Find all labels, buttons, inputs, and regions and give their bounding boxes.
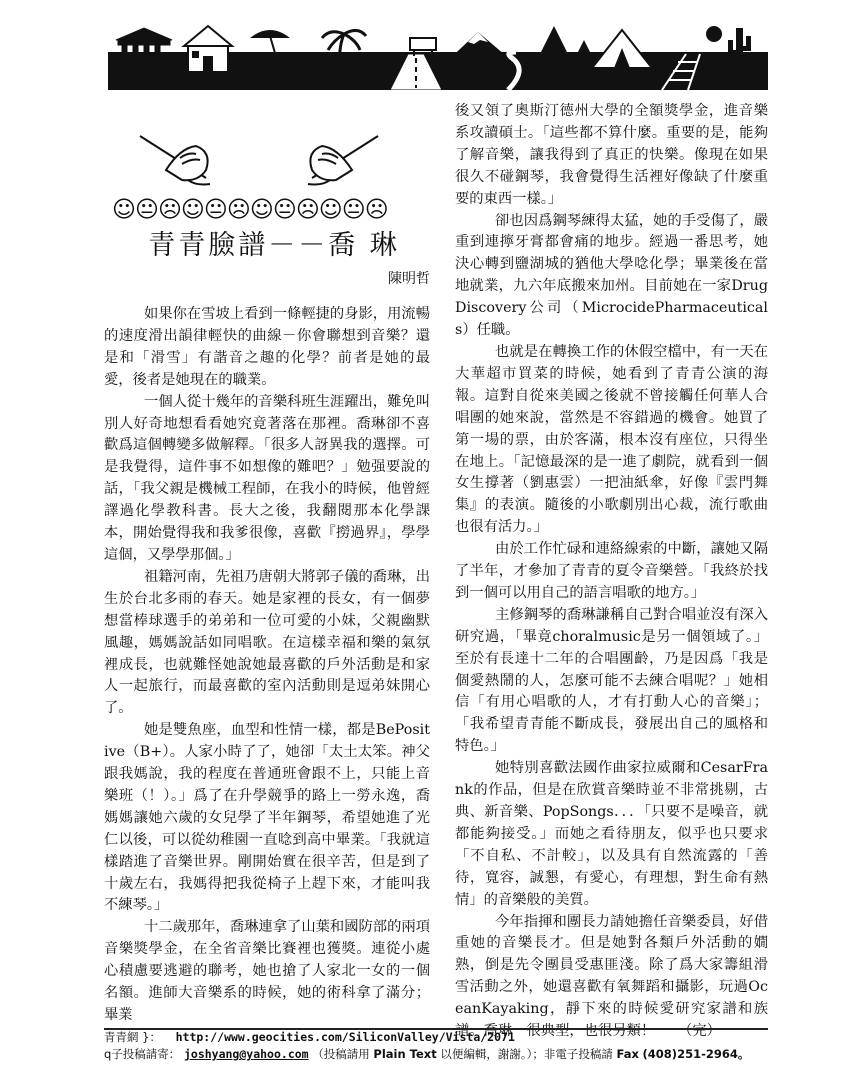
footer — [104, 1029, 804, 1063]
paragraph: 也就是在轉換工作的休假空檔中，有一天在大華超市買菜的時候，她看到了青青公演的海報。這對自從來美國之後就不曾接觸任何華人合唱團的她來說，當然是不容錯過的機會。她買了第一場的票，由於客滿，根本沒有座位，只得坐在地上。「記憶最深的是一進了劇院，就看到一個女生撐著（劉惠雲）一把油紙傘，好像『雲門舞集』的表演。隨後的小歌劇別出心裁，流行歌曲也很有活力。」 — [455, 343, 768, 536]
pen-hand-icon — [140, 136, 210, 185]
mountain-icon — [442, 32, 518, 66]
fax-label: Fax — [616, 1047, 639, 1061]
paragraph: 她是雙魚座，血型和性情一樣，都是BePositive（B+）。人家小時了了，她卻「太土太笨。神父跟我媽說，我的程度在普通班會跟不上，只能上音樂班（！）。」爲了在升學競爭的路上一勞永逸，喬媽媽讓她六歲的女兒學了半年鋼琴，希望她進了光仁以後，可以從幼稚園一直唸到高中畢業。「我就這樣踏進了音樂世界。剛開始實在很辛苦，但是到了十歲左右，我媽得把我從椅子上趕下來，才能叫我不練琴。」 — [104, 722, 430, 914]
end-mark: （完） — [678, 1023, 721, 1040]
paragraph: 她特別喜歡法國作曲家拉威爾和CesarFrank的作品，但是在欣賞音樂時並不非常挑剔，古典、新音樂、PopSongs．．．「只要不是噪音，就都能夠接受。」而她之看待朋友，似乎也只要求「不自私、不計較」，以及具有自然流露的「善待，寬容，誠懇，有愛心，有理想，對生命有熱情」的音樂般的美質。 — [455, 760, 768, 908]
paragraph-text: 今年指揮和團長力請她擔任音樂委員，好借重她的音樂長才。但是她對各類戶外活動的嫺熟，倒是先令團員受惠匪淺。除了爲大家籌組滑雪活動之外，她還喜歡有氧舞蹈和攝影，玩過OceanKayaking，靜下來的時候愛研究家譜和族譜。喬琳－很典型，也很另類！ — [455, 913, 768, 1040]
submission-label: q子投稿請寄： — [104, 1047, 181, 1061]
article-column-left — [104, 304, 430, 1027]
plain-text-label: Plain Text — [373, 1047, 437, 1061]
email-link[interactable]: joshyang@yahoo.com — [183, 1047, 309, 1061]
author-name: 陳明哲 — [388, 271, 430, 287]
paragraph — [455, 912, 768, 1043]
website-link[interactable]: http://www.geocities.com/SiliconValley/Vista/2071 — [175, 1030, 515, 1044]
paragraph: 由於工作忙碌和連絡線索的中斷，讓她又隔了半年，才參加了青青的夏令音樂營。「我終於找到一個可以用自己的語言唱歌的地方。」 — [455, 541, 768, 601]
writing-hands-illustration — [136, 130, 386, 188]
article-title: 青青臉譜－－喬 琳 — [148, 230, 400, 261]
article-column-right — [455, 101, 768, 1043]
paragraph: 一個人從十幾年的音樂科班生涯躍出，難免叫別人好奇地想看看她究竟著落在那裡。喬琳卻不喜歡爲這個轉變多做解釋。「很多人訝異我的選擇。可是我覺得，這件事不如想像的難吧？」勉强要說的話，「我父親是機械工程師，在我小的時候，他曾經譯過化學教科書。長大之後，我翻閱那本化學課本，開始覺得我和我爹很像，喜歡『撈過界』，學學這個，又學學那個。」 — [104, 393, 430, 563]
footer-line-website — [104, 1029, 804, 1046]
website-label: 青青網 }： — [104, 1030, 161, 1044]
paragraph: 十二歲那年，喬琳連拿了山葉和國防部的兩項音樂獎學金，在全省音樂比賽裡也獲獎。連從小處心積慮要逃避的聯考，她也搶了人家北一女的一個名額。進師大音樂系的時候，她的術科拿了滿分；畢業 — [104, 919, 430, 1023]
header-banner — [108, 24, 768, 90]
house-icon — [184, 26, 232, 72]
emoticon-row: ☺😐☹☺😐☹☺😐☹☺😐☹ — [112, 197, 388, 223]
footer-line-submission — [104, 1046, 804, 1063]
paragraph: 卻也因爲鋼琴練得太猛，她的手受傷了，嚴重到連擰牙膏都會痛的地步。經過一番思考，她決心轉到鹽湖城的猶他大學唸化學；畢業後在當地就業，九六年底搬來加州。目前她在一家DrugDiscovery公司（MicrocidePharmaceuticals）任職。 — [455, 212, 768, 339]
tent-icon — [592, 30, 652, 68]
submission-note-2: 以便編輯，謝謝。）；非電子投稿請 — [440, 1047, 613, 1061]
paragraph: 主修鋼琴的喬琳謙稱自己對合唱並沒有深入研究過，「畢竟choralmusic是另一個領域了。」至於有長達十二年的合唱團齡，乃是因爲「我是個愛熱鬧的人，怎麼可能不去練合唱呢？」她相信「有用心唱歌的人，才有打動人心的音樂」；「我希望青青能不斷成長，發展出自己的風格和特色。」 — [455, 606, 768, 755]
sun-icon — [706, 26, 722, 42]
paragraph: 祖籍河南，先祖乃唐朝大將郭子儀的喬琳，出生於台北多雨的春天。她是家裡的長女，有一個夢想當棒球選手的弟弟和一位可愛的小妹，父親幽默風趣，媽媽說話如同唱歌。在這樣幸福和樂的氣氛裡成長，也就難怪她說她最喜歡的戶外活動是和家人一起旅行，而最喜歡的室內活動則是逗弟妹開心了。 — [104, 568, 430, 717]
submission-note: （投稿請用 — [312, 1047, 370, 1061]
paragraph: 如果你在雪坡上看到一條輕捷的身影，用流暢的速度滑出韻律輕快的曲線－你會聯想到音樂？還是和「滑雪」有諧音之趣的化學？前者是她的最愛，後者是她現在的職業。 — [104, 306, 430, 388]
pen-hand-icon — [308, 136, 378, 185]
fax-number: (408)251-2964。 — [642, 1047, 750, 1061]
paragraph: 後又領了奧斯汀德州大學的全額獎學金，進音樂系攻讀碩士。「這些都不算什麼。重要的是，能夠了解音樂，讓我得到了真正的快樂。像現在如果很久不碰鋼琴，我會覺得生活裡好像缺了什麼重要的東西一樣。」 — [455, 103, 768, 207]
